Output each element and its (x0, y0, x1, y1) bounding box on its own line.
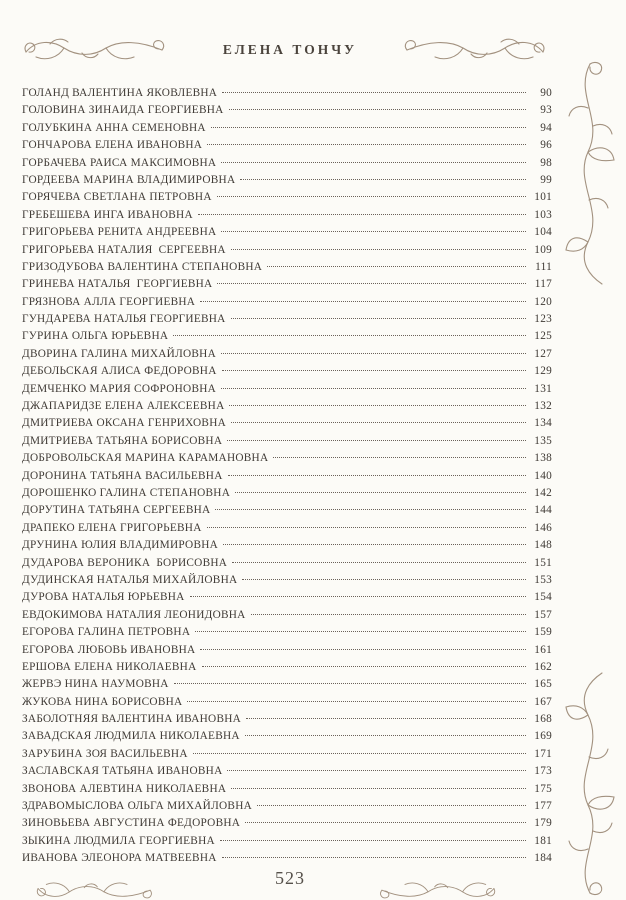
dotted-leader (190, 596, 526, 597)
toc-name: ГУРИНА ОЛЬГА ЮРЬЕВНА (22, 330, 169, 343)
toc-page-number: 104 (534, 226, 552, 239)
toc-name: ДВОРИНА ГАЛИНА МИХАЙЛОВНА (22, 347, 216, 360)
toc-row (22, 415, 552, 432)
dotted-leader (251, 614, 526, 615)
toc-name: ДМИТРИЕВА ОКСАНА ГЕНРИХОВНА (22, 417, 227, 430)
dotted-leader (207, 144, 526, 145)
toc-row (22, 781, 552, 798)
dotted-leader (235, 492, 526, 493)
toc-row (22, 137, 552, 154)
toc-row (22, 433, 552, 450)
dotted-leader (215, 509, 526, 510)
toc-row (22, 259, 552, 276)
toc-name: ДЖАПАРИДЗЕ ЕЛЕНА АЛЕКСЕЕВНА (22, 400, 225, 413)
toc-page-number: 129 (534, 365, 552, 378)
toc-page-number: 157 (534, 608, 552, 621)
dotted-leader (200, 301, 526, 302)
toc-page-number: 140 (534, 469, 552, 482)
toc-page-number: 131 (534, 382, 552, 395)
toc-row (22, 798, 552, 815)
toc-row (22, 276, 552, 293)
toc-row (22, 555, 552, 572)
toc-name: ДЕМЧЕНКО МАРИЯ СОФРОНОВНА (22, 382, 217, 395)
folio-page-number: 523 (275, 868, 305, 888)
toc-row (22, 676, 552, 693)
toc-row (22, 659, 552, 676)
toc-name: ЗАРУБИНА ЗОЯ ВАСИЛЬЕВНА (22, 747, 188, 760)
toc-name: ГОЛОВИНА ЗИНАИДА ГЕОРГИЕВНА (22, 104, 224, 117)
toc-page-number: 162 (534, 660, 552, 673)
dotted-leader (273, 457, 526, 458)
toc-page-number: 181 (534, 834, 552, 847)
toc-page-number: 125 (534, 330, 552, 343)
toc-page-number: 154 (534, 591, 552, 604)
toc-page-number: 148 (534, 539, 552, 552)
toc-page-number: 169 (534, 730, 552, 743)
toc-name: ЗИНОВЬЕВА АВГУСТИНА ФЕДОРОВНА (22, 817, 241, 830)
toc-name: ДУДИНСКАЯ НАТАЛЬЯ МИХАЙЛОВНА (22, 573, 238, 586)
toc-name: ЗАСЛАВСКАЯ ТАТЬЯНА ИВАНОВНА (22, 765, 223, 778)
toc-name: ЗАВАДСКАЯ ЛЮДМИЛА НИКОЛАЕВНА (22, 730, 240, 743)
dotted-leader (202, 666, 527, 667)
toc-page-number: 173 (534, 765, 552, 778)
toc-page-number: 93 (540, 104, 552, 117)
toc-name: ГУНДАРЕВА НАТАЛЬЯ ГЕОРГИЕВНА (22, 313, 226, 326)
dotted-leader (232, 562, 526, 563)
vine-ornament-right-lower (560, 664, 618, 897)
dotted-leader (227, 440, 526, 441)
toc-page-number: 153 (534, 573, 552, 586)
toc-name: ДЕБОЛЬСКАЯ АЛИСА ФЕДОРОВНА (22, 365, 217, 378)
toc-page-number: 103 (534, 208, 552, 221)
toc-row (22, 607, 552, 624)
dotted-leader (220, 840, 526, 841)
dotted-leader (207, 527, 526, 528)
dotted-leader (174, 683, 526, 684)
toc-page-number: 99 (540, 173, 552, 186)
toc-row (22, 589, 552, 606)
toc-page-number: 94 (540, 121, 552, 134)
page-title: ЕЛЕНА ТОНЧУ (222, 42, 358, 57)
toc-page-number: 134 (534, 417, 552, 430)
toc-page-number: 171 (534, 747, 552, 760)
toc-name: ГРИЗОДУБОВА ВАЛЕНТИНА СТЕПАНОВНА (22, 260, 263, 273)
toc-page-number: 138 (534, 452, 552, 465)
toc-page-number: 120 (534, 295, 552, 308)
toc-page-number: 101 (534, 191, 552, 204)
toc-name: ЕРШОВА ЕЛЕНА НИКОЛАЕВНА (22, 660, 197, 673)
dotted-leader (242, 579, 526, 580)
toc-page-number: 132 (534, 400, 552, 413)
toc-name: ЕВДОКИМОВА НАТАЛИЯ ЛЕОНИДОВНА (22, 608, 246, 621)
toc-row (22, 450, 552, 467)
toc-page-number: 168 (534, 713, 552, 726)
toc-page-number: 161 (534, 643, 552, 656)
toc-row (22, 172, 552, 189)
dotted-leader (211, 127, 526, 128)
toc-name: ГОРБАЧЕВА РАИСА МАКСИМОВНА (22, 156, 217, 169)
toc-row (22, 572, 552, 589)
toc-page-number: 117 (534, 278, 552, 291)
dotted-leader (222, 370, 526, 371)
toc-row (22, 102, 552, 119)
toc-page-number: 135 (534, 434, 552, 447)
dotted-leader (222, 92, 526, 93)
toc-name: ЗАБОЛОТНЯЯ ВАЛЕНТИНА ИВАНОВНА (22, 713, 242, 726)
toc-name: ДРАПЕКО ЕЛЕНА ГРИГОРЬЕВНА (22, 521, 202, 534)
toc-page-number: 123 (534, 313, 552, 326)
toc-name: ЗВОНОВА АЛЕВТИНА НИКОЛАЕВНА (22, 782, 227, 795)
toc-name: ЕГОРОВА ЛЮБОВЬ ИВАНОВНА (22, 643, 196, 656)
toc-row (22, 642, 552, 659)
toc-row (22, 328, 552, 345)
toc-name: ДМИТРИЕВА ТАТЬЯНА БОРИСОВНА (22, 434, 223, 447)
toc-page-number: 159 (534, 626, 552, 639)
toc-page-number: 167 (534, 695, 552, 708)
toc-row (22, 694, 552, 711)
dotted-leader (228, 475, 526, 476)
toc-page-number: 151 (534, 556, 552, 569)
toc-row (22, 189, 552, 206)
toc-name: ДРУНИНА ЮЛИЯ ВЛАДИМИРОВНА (22, 539, 219, 552)
toc-name: ДУРОВА НАТАЛЬЯ ЮРЬЕВНА (22, 591, 185, 604)
toc-name: ГОРЯЧЕВА СВЕТЛАНА ПЕТРОВНА (22, 191, 212, 204)
dotted-leader (221, 388, 526, 389)
toc-row (22, 85, 552, 102)
index-list (22, 85, 552, 868)
toc-name: ДОРУТИНА ТАТЬЯНА СЕРГЕЕВНА (22, 504, 211, 517)
toc-page-number: 179 (534, 817, 552, 830)
toc-name: ДОБРОВОЛЬСКАЯ МАРИНА КАРАМАНОВНА (22, 452, 269, 465)
toc-page-number: 184 (534, 852, 552, 865)
dotted-leader (245, 735, 526, 736)
toc-row (22, 294, 552, 311)
toc-row (22, 242, 552, 259)
toc-name: ЖЕРВЭ НИНА НАУМОВНА (22, 678, 169, 691)
toc-row (22, 155, 552, 172)
toc-page-number: 111 (535, 260, 552, 273)
toc-row (22, 485, 552, 502)
toc-name: ДОРОНИНА ТАТЬЯНА ВАСИЛЬЕВНА (22, 469, 223, 482)
vine-ornament-right-upper (560, 60, 618, 293)
toc-name: ГРЯЗНОВА АЛЛА ГЕОРГИЕВНА (22, 295, 196, 308)
toc-page-number: 127 (534, 347, 552, 360)
toc-name: ЕГОРОВА ГАЛИНА ПЕТРОВНА (22, 626, 191, 639)
toc-page-number: 98 (540, 156, 552, 169)
toc-name: ГРИГОРЬЕВА РЕНИТА АНДРЕЕВНА (22, 226, 217, 239)
toc-row (22, 711, 552, 728)
dotted-leader (193, 753, 526, 754)
dotted-leader (198, 214, 526, 215)
toc-row (22, 120, 552, 137)
toc-name: ГОРДЕЕВА МАРИНА ВЛАДИМИРОВНА (22, 173, 236, 186)
dotted-leader (200, 649, 526, 650)
toc-name: ГРИНЕВА НАТАЛЬЯ ГЕОРГИЕВНА (22, 278, 213, 291)
dotted-leader (246, 718, 526, 719)
toc-row (22, 850, 552, 867)
toc-page-number: 165 (534, 678, 552, 691)
toc-row (22, 833, 552, 850)
dotted-leader (217, 283, 526, 284)
toc-name: ГРЕБЕШЕВА ИНГА ИВАНОВНА (22, 208, 193, 221)
toc-page-number: 142 (534, 486, 552, 499)
toc-row (22, 398, 552, 415)
dotted-leader (227, 770, 526, 771)
dotted-leader (229, 109, 526, 110)
toc-row (22, 381, 552, 398)
dotted-leader (187, 701, 526, 702)
flourish-ornament-top-right (402, 32, 547, 71)
toc-page-number: 96 (540, 139, 552, 152)
dotted-leader (222, 857, 526, 858)
dotted-leader (267, 266, 526, 267)
dotted-leader (231, 422, 526, 423)
dotted-leader (221, 162, 526, 163)
toc-row (22, 311, 552, 328)
toc-page-number: 175 (534, 782, 552, 795)
toc-name: ГОЛУБКИНА АННА СЕМЕНОВНА (22, 121, 206, 134)
dotted-leader (221, 231, 526, 232)
toc-name: ДУДАРОВА ВЕРОНИКА БОРИСОВНА (22, 556, 228, 569)
toc-name: ЗДРАВОМЫСЛОВА ОЛЬГА МИХАЙЛОВНА (22, 800, 253, 813)
toc-row (22, 520, 552, 537)
toc-page-number: 146 (534, 521, 552, 534)
dotted-leader (231, 788, 526, 789)
toc-page-number: 177 (534, 800, 552, 813)
toc-name: ИВАНОВА ЭЛЕОНОРА МАТВЕЕВНА (22, 852, 217, 865)
toc-page-number: 90 (540, 87, 552, 99)
toc-row (22, 624, 552, 641)
dotted-leader (221, 353, 526, 354)
toc-page-number: 109 (534, 243, 552, 256)
dotted-leader (195, 631, 526, 632)
dotted-leader (257, 805, 526, 806)
dotted-leader (231, 249, 526, 250)
toc-name: ДОРОШЕНКО ГАЛИНА СТЕПАНОВНА (22, 486, 231, 499)
toc-row (22, 224, 552, 241)
toc-row (22, 502, 552, 519)
toc-row (22, 468, 552, 485)
toc-row (22, 537, 552, 554)
dotted-leader (245, 822, 526, 823)
toc-row (22, 363, 552, 380)
dotted-leader (217, 196, 526, 197)
dotted-leader (173, 335, 526, 336)
toc-name: ЖУКОВА НИНА БОРИСОВНА (22, 695, 183, 708)
toc-row (22, 207, 552, 224)
toc-row (22, 815, 552, 832)
toc-name: ГРИГОРЬЕВА НАТАЛИЯ СЕРГЕЕВНА (22, 243, 226, 256)
toc-name: ГОЛАНД ВАЛЕНТИНА ЯКОВЛЕВНА (22, 87, 218, 99)
dotted-leader (223, 544, 526, 545)
flourish-ornament-bottom-right (360, 872, 515, 900)
toc-name: ЗЫКИНА ЛЮДМИЛА ГЕОРГИЕВНА (22, 834, 215, 847)
dotted-leader (231, 318, 526, 319)
toc-row (22, 346, 552, 363)
toc-name: ГОНЧАРОВА ЕЛЕНА ИВАНОВНА (22, 139, 203, 152)
toc-row (22, 746, 552, 763)
dotted-leader (240, 179, 526, 180)
toc-page-number: 144 (534, 504, 552, 517)
toc-row (22, 763, 552, 780)
dotted-leader (229, 405, 526, 406)
toc-row (22, 728, 552, 745)
